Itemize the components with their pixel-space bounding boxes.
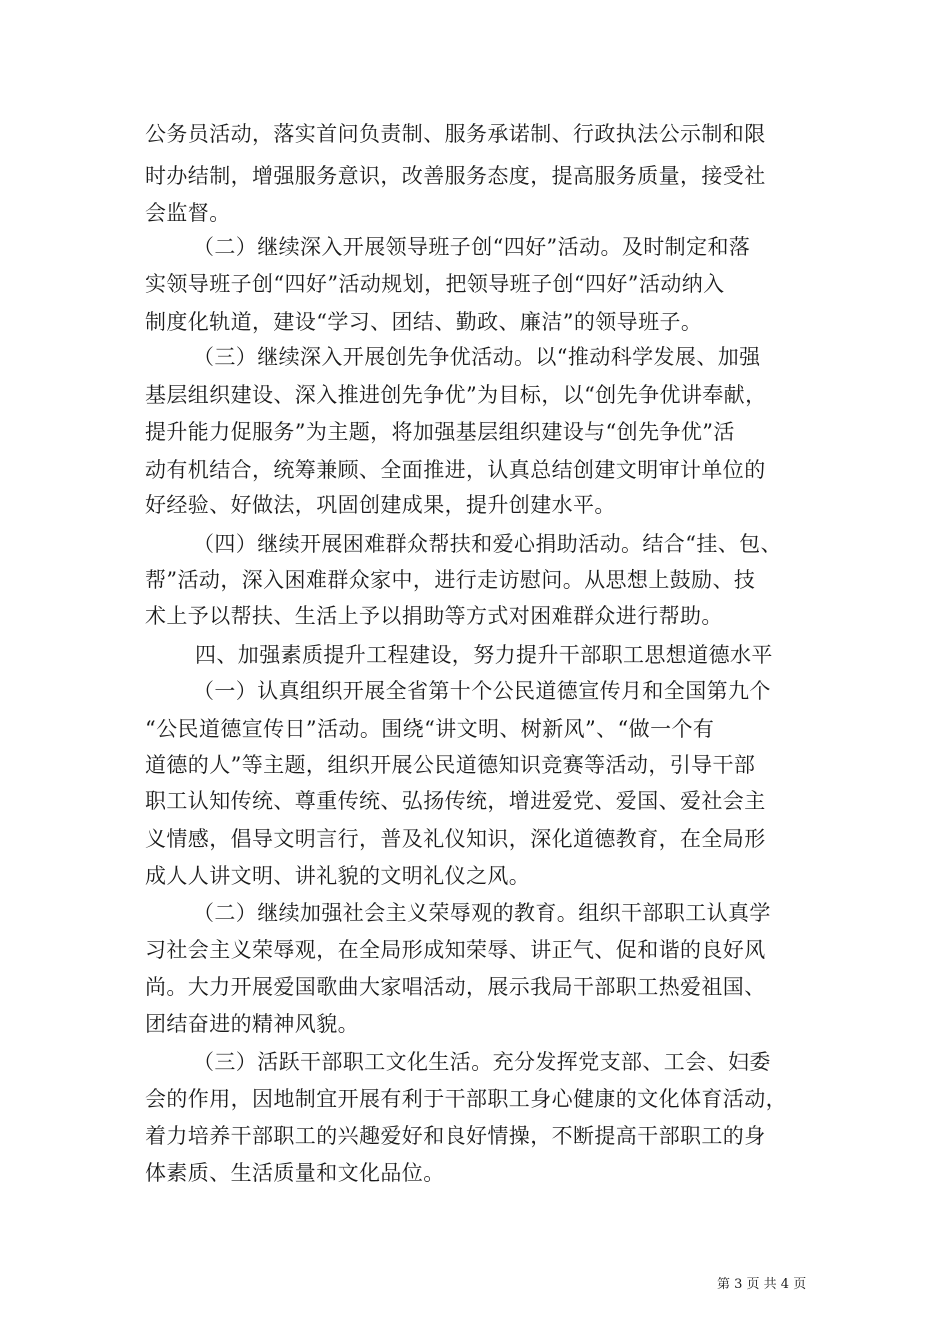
text-line: 时办结制，增强服务意识，改善服务态度，提高服务质量，接受社	[145, 164, 766, 188]
text-line: 好经验、好做法，巩固创建成果，提升创建水平。	[145, 493, 616, 517]
paragraph-first-line: （四）继续开展困难群众帮扶和爱心捐助活动。结合“挂、包、	[193, 532, 782, 556]
text-line: 会的作用，因地制宜开展有利于干部职工身心健康的文化体育活动，	[145, 1087, 787, 1111]
text-line: 公务员活动，落实首问负责制、服务承诺制、行政执法公示制和限	[145, 122, 766, 146]
text-line: 团结奋进的精神风貌。	[145, 1012, 359, 1036]
paragraph-first-line: （三）活跃干部职工文化生活。充分发挥党支部、工会、妇委	[193, 1050, 771, 1074]
text-line: 义情感，倡导文明言行，普及礼仪知识，深化道德教育，在全局形	[145, 827, 766, 851]
text-line: 尚。大力开展爱国歌曲大家唱活动，展示我局干部职工热爱祖国、	[145, 975, 766, 999]
text-line: 实领导班子创“四好”活动规划，把领导班子创“四好”活动纳入	[145, 272, 725, 296]
paragraph-first-line: （二）继续深入开展领导班子创“四好”活动。及时制定和落	[193, 235, 751, 259]
paragraph-first-line: （一）认真组织开展全省第十个公民道德宣传月和全国第九个	[193, 679, 771, 703]
text-line: 动有机结合，统筹兼顾、全面推进，认真总结创建文明审计单位的	[145, 458, 766, 482]
text-line: 提升能力促服务”为主题，将加强基层组织建设与“创先争优”活	[145, 420, 735, 444]
text-line: 术上予以帮扶、生活上予以捐助等方式对困难群众进行帮助。	[145, 604, 723, 628]
paragraph-first-line: （二）继续加强社会主义荣辱观的教育。组织干部职工认真学	[193, 901, 771, 925]
text-line: “公民道德宣传日”活动。围绕“讲文明、树新风”、“做一个有	[145, 717, 715, 741]
paragraph-first-line: （三）继续深入开展创先争优活动。以“推动科学发展、加强	[193, 345, 761, 369]
text-line: 制度化轨道，建设“学习、团结、勤政、廉洁”的领导班子。	[145, 310, 703, 334]
page-number: 第 3 页 共 4 页	[717, 1277, 807, 1292]
text-line: 着力培养干部职工的兴趣爱好和良好情操，不断提高干部职工的身	[145, 1124, 766, 1148]
text-line: 习社会主义荣辱观，在全局形成知荣辱、讲正气、促和谐的良好风	[145, 938, 766, 962]
text-line: 基层组织建设、深入推进创先争优”为目标，以“创先争优讲奉献，	[145, 383, 767, 407]
section-heading: 四、加强素质提升工程建设，努力提升干部职工思想道德水平	[195, 643, 773, 667]
text-line: 会监督。	[145, 201, 231, 225]
text-line: 职工认知传统、尊重传统、弘扬传统，增进爱党、爱国、爱社会主	[145, 789, 766, 813]
text-line: 道德的人”等主题，组织开展公民道德知识竞赛等活动，引导干部	[145, 753, 756, 777]
text-line: 帮”活动，深入困难群众家中，进行走访慰问。从思想上鼓励、技	[145, 568, 756, 592]
text-line: 成人人讲文明、讲礼貌的文明礼仪之风。	[145, 864, 531, 888]
text-line: 体素质、生活质量和文化品位。	[145, 1161, 445, 1185]
